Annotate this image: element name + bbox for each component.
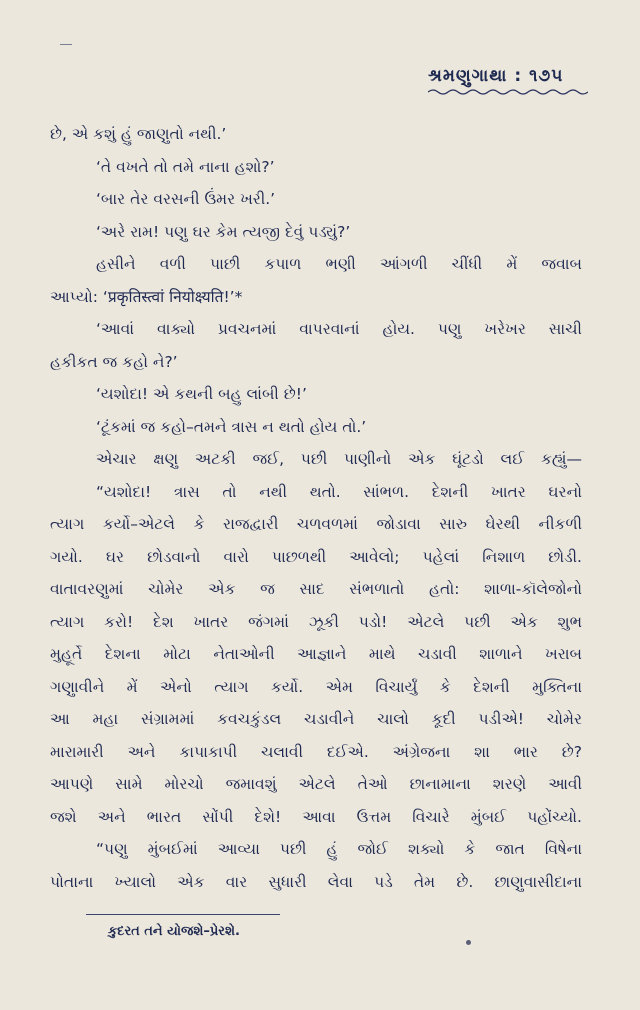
text-line: એચાર ક્ષણુ અટકી જઈ, પછી પાણીનો એક ઘૂંટડો લઈ કહ્યું— xyxy=(96,450,582,468)
text-line: ‘આવાં વાક્યો પ્રવચનમાં વાપરવાનાં હોય. પણુ ખરેખર સાચી xyxy=(96,320,582,338)
text-line: છે, એ કશું હું જાણુતો નથી.’ xyxy=(50,125,227,143)
text-line: ત્યાગ કરો! દેશ ખાતર જંગમાં ઝૂકી પડો! એટલે પછી એક શુભ xyxy=(50,612,582,631)
text-line: આપ્યો: ‘प्रकृतिस्त्वां नियोक्ष्यति!’* xyxy=(50,287,243,306)
text-line: મુહૂર્તે દેશના મોટા નેતાઓની આજ્ઞાને માથે ચડાવી શાળાને ખરાબ xyxy=(50,645,582,663)
text-line: “યશોદા! ત્રાસ તો નથી થતો. સાંભળ. દેશની ખાતર ઘરનો xyxy=(96,482,582,501)
text-line: પોતાના ખ્યાલો એક વાર સુધારી લેવા પડે તેમ છે. છાણુવાસીદાના xyxy=(50,872,582,891)
text-line: ‘યશોદા! એ કથની બહુ લાંબી છે!’ xyxy=(96,385,307,403)
body-text xyxy=(50,118,582,898)
text-line: ગણુાવીને મેં એનો ત્યાગ કર્યો. એમ વિચાર્યું કે દેશની મુક્તિના xyxy=(50,677,582,696)
ink-speck xyxy=(466,940,471,945)
text-line: આપણે સામે મોરચો જમાવશું એટલે તેઓ છાનામાના શરણે આવી xyxy=(50,775,582,793)
header-underline-squiggle xyxy=(428,88,588,96)
text-line: ‘ટૂંકમાં જ કહો–તમને ત્રાસ ન થતો હોય તો.’ xyxy=(96,417,367,436)
text-line: જશે અને ભારત સોંપી દેશે! આવા ઉત્તમ વિચારે મુંબઈ પહોંચ્યો. xyxy=(50,807,582,826)
text-line: ‘તે વખતે તો તમે નાના હશો?’ xyxy=(96,157,275,176)
text-line: ત્યાગ કર્યો–એટલે કે રાજદ્વારી ચળવળમાં જોડાવા સારુ ઘેરથી નીકળી xyxy=(50,515,582,533)
footnote-rule xyxy=(86,914,280,915)
running-header-title: શ્રમણુગાથા : ૧૭૫ xyxy=(428,66,564,86)
text-line: “પણુ મુંબઈમાં આવ્યા પછી હું જોઈ શક્યો કે જાત વિષેના xyxy=(96,840,582,858)
text-line: મારામારી અને કાપાકાપી ચલાવી દઈએ. અંગ્રેજના શા ભાર છે? xyxy=(50,742,582,761)
running-header xyxy=(428,66,588,96)
text-line: વાતાવરણુમાં ચોમેર એક જ સાદ સંભળાતો હતો: શાળા-કૉલેજોનો xyxy=(50,580,582,598)
page-mark xyxy=(60,44,72,45)
footnote: કુદરત તને યોજશે–પ્રેરશે. xyxy=(108,924,240,939)
text-line: ‘બાર તેર વરસની ઉંમર ખરી.’ xyxy=(96,190,276,208)
text-line: આ મહા સંગ્રામમાં કવચકુંડલ ચડાવીને ચાલો કૂદી પડીએ! ચોમેર xyxy=(50,710,582,728)
text-line: ‘અરે રામ! પણુ ઘર કેમ ત્યજી દેવું પડ્યું?’ xyxy=(96,222,351,241)
text-line: હસીને વળી પાછી કપાળ ભણી આંગળી ચીંધી મેં જવાબ xyxy=(96,255,582,273)
text-line: હકીકત જ કહો ને?’ xyxy=(50,352,178,371)
text-line: ગયો. ઘર છોડવાનો વારો પાછળથી આવેલો; પહેલાં નિશાળ છોડી. xyxy=(50,547,582,566)
